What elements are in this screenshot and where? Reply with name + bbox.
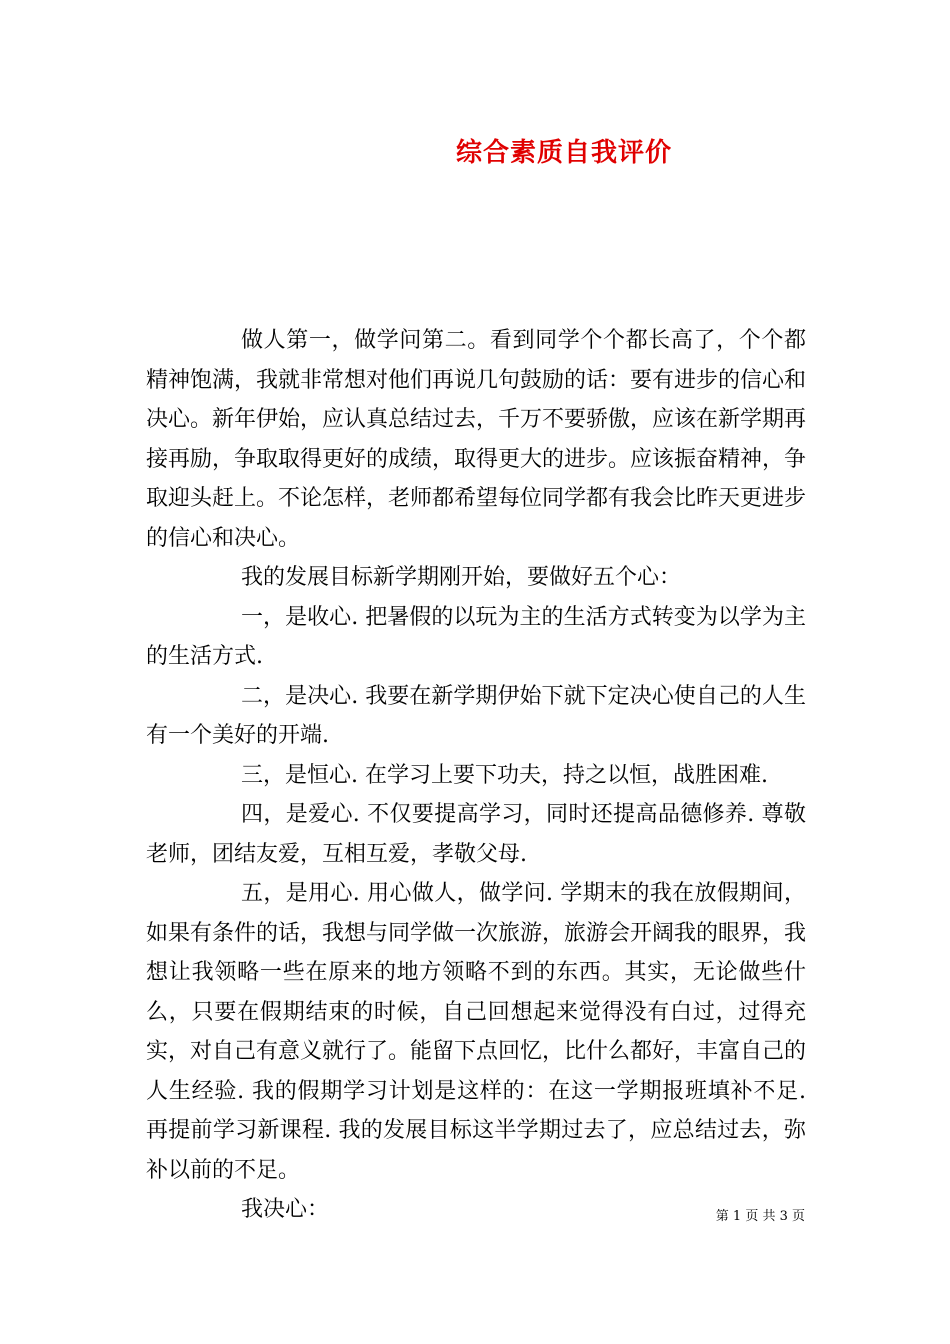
paragraph-resolve: 我决心： [241, 1197, 330, 1222]
paragraph-point-4: 四，是爱心. 不仅要提高学习，同时还提高品德修养. 尊敬老师，团结友爱，互相互爱，孝敬父母. [146, 802, 806, 867]
document-body [146, 321, 806, 1230]
paragraph-point-5: 五，是用心. 用心做人，做学问. 学期末的我在放假期间，如果有条件的话，我想与同学做一次旅游，旅游会开阔我的眼界，我想让我领略一些在原来的地方领略不到的东西。其实，无论做些什么，只要在假期结束的时候，自己回想起来觉得没有白过，过得充实，对自己有意义就行了。能留下点回忆，比什么都好，丰富自己的人生经验. 我的假期学习计划是这样的：在这一学期报班填补不足. 再提前学习新课程. 我的发展目标这半学期过去了，应总结过去，弥补以前的不足。 [146, 881, 807, 1183]
page-indicator: 第 1 页 共 3 页 [715, 1209, 805, 1224]
paragraph-point-2: 二，是决心. 我要在新学期伊始下就下定决心使自己的人生有一个美好的开端. [146, 683, 806, 748]
paragraph-point-3: 三，是恒心. 在学习上要下功夫，持之以恒，战胜困难. [241, 762, 768, 788]
paragraph-point-1: 一，是收心. 把暑假的以玩为主的生活方式转变为以学为主的生活方式. [146, 604, 806, 669]
document-title: 综合素质自我评价 [455, 138, 672, 168]
paragraph-goal-heading: 我的发展目标新学期刚开始，要做好五个心： [241, 565, 682, 590]
paragraph-intro: 做人第一，做学问第二。看到同学个个都长高了，个个都精神饱满，我就非常想对他们再说几句鼓励的话：要有进步的信心和决心。新年伊始，应认真总结过去，千万不要骄傲，应该在新学期再接再励，争取取得更好的成绩，取得更大的进步。应该振奋精神，争取迎头赶上。不论怎样，老师都希望每位同学都有我会比昨天更进步的信心和决心。 [146, 328, 807, 551]
